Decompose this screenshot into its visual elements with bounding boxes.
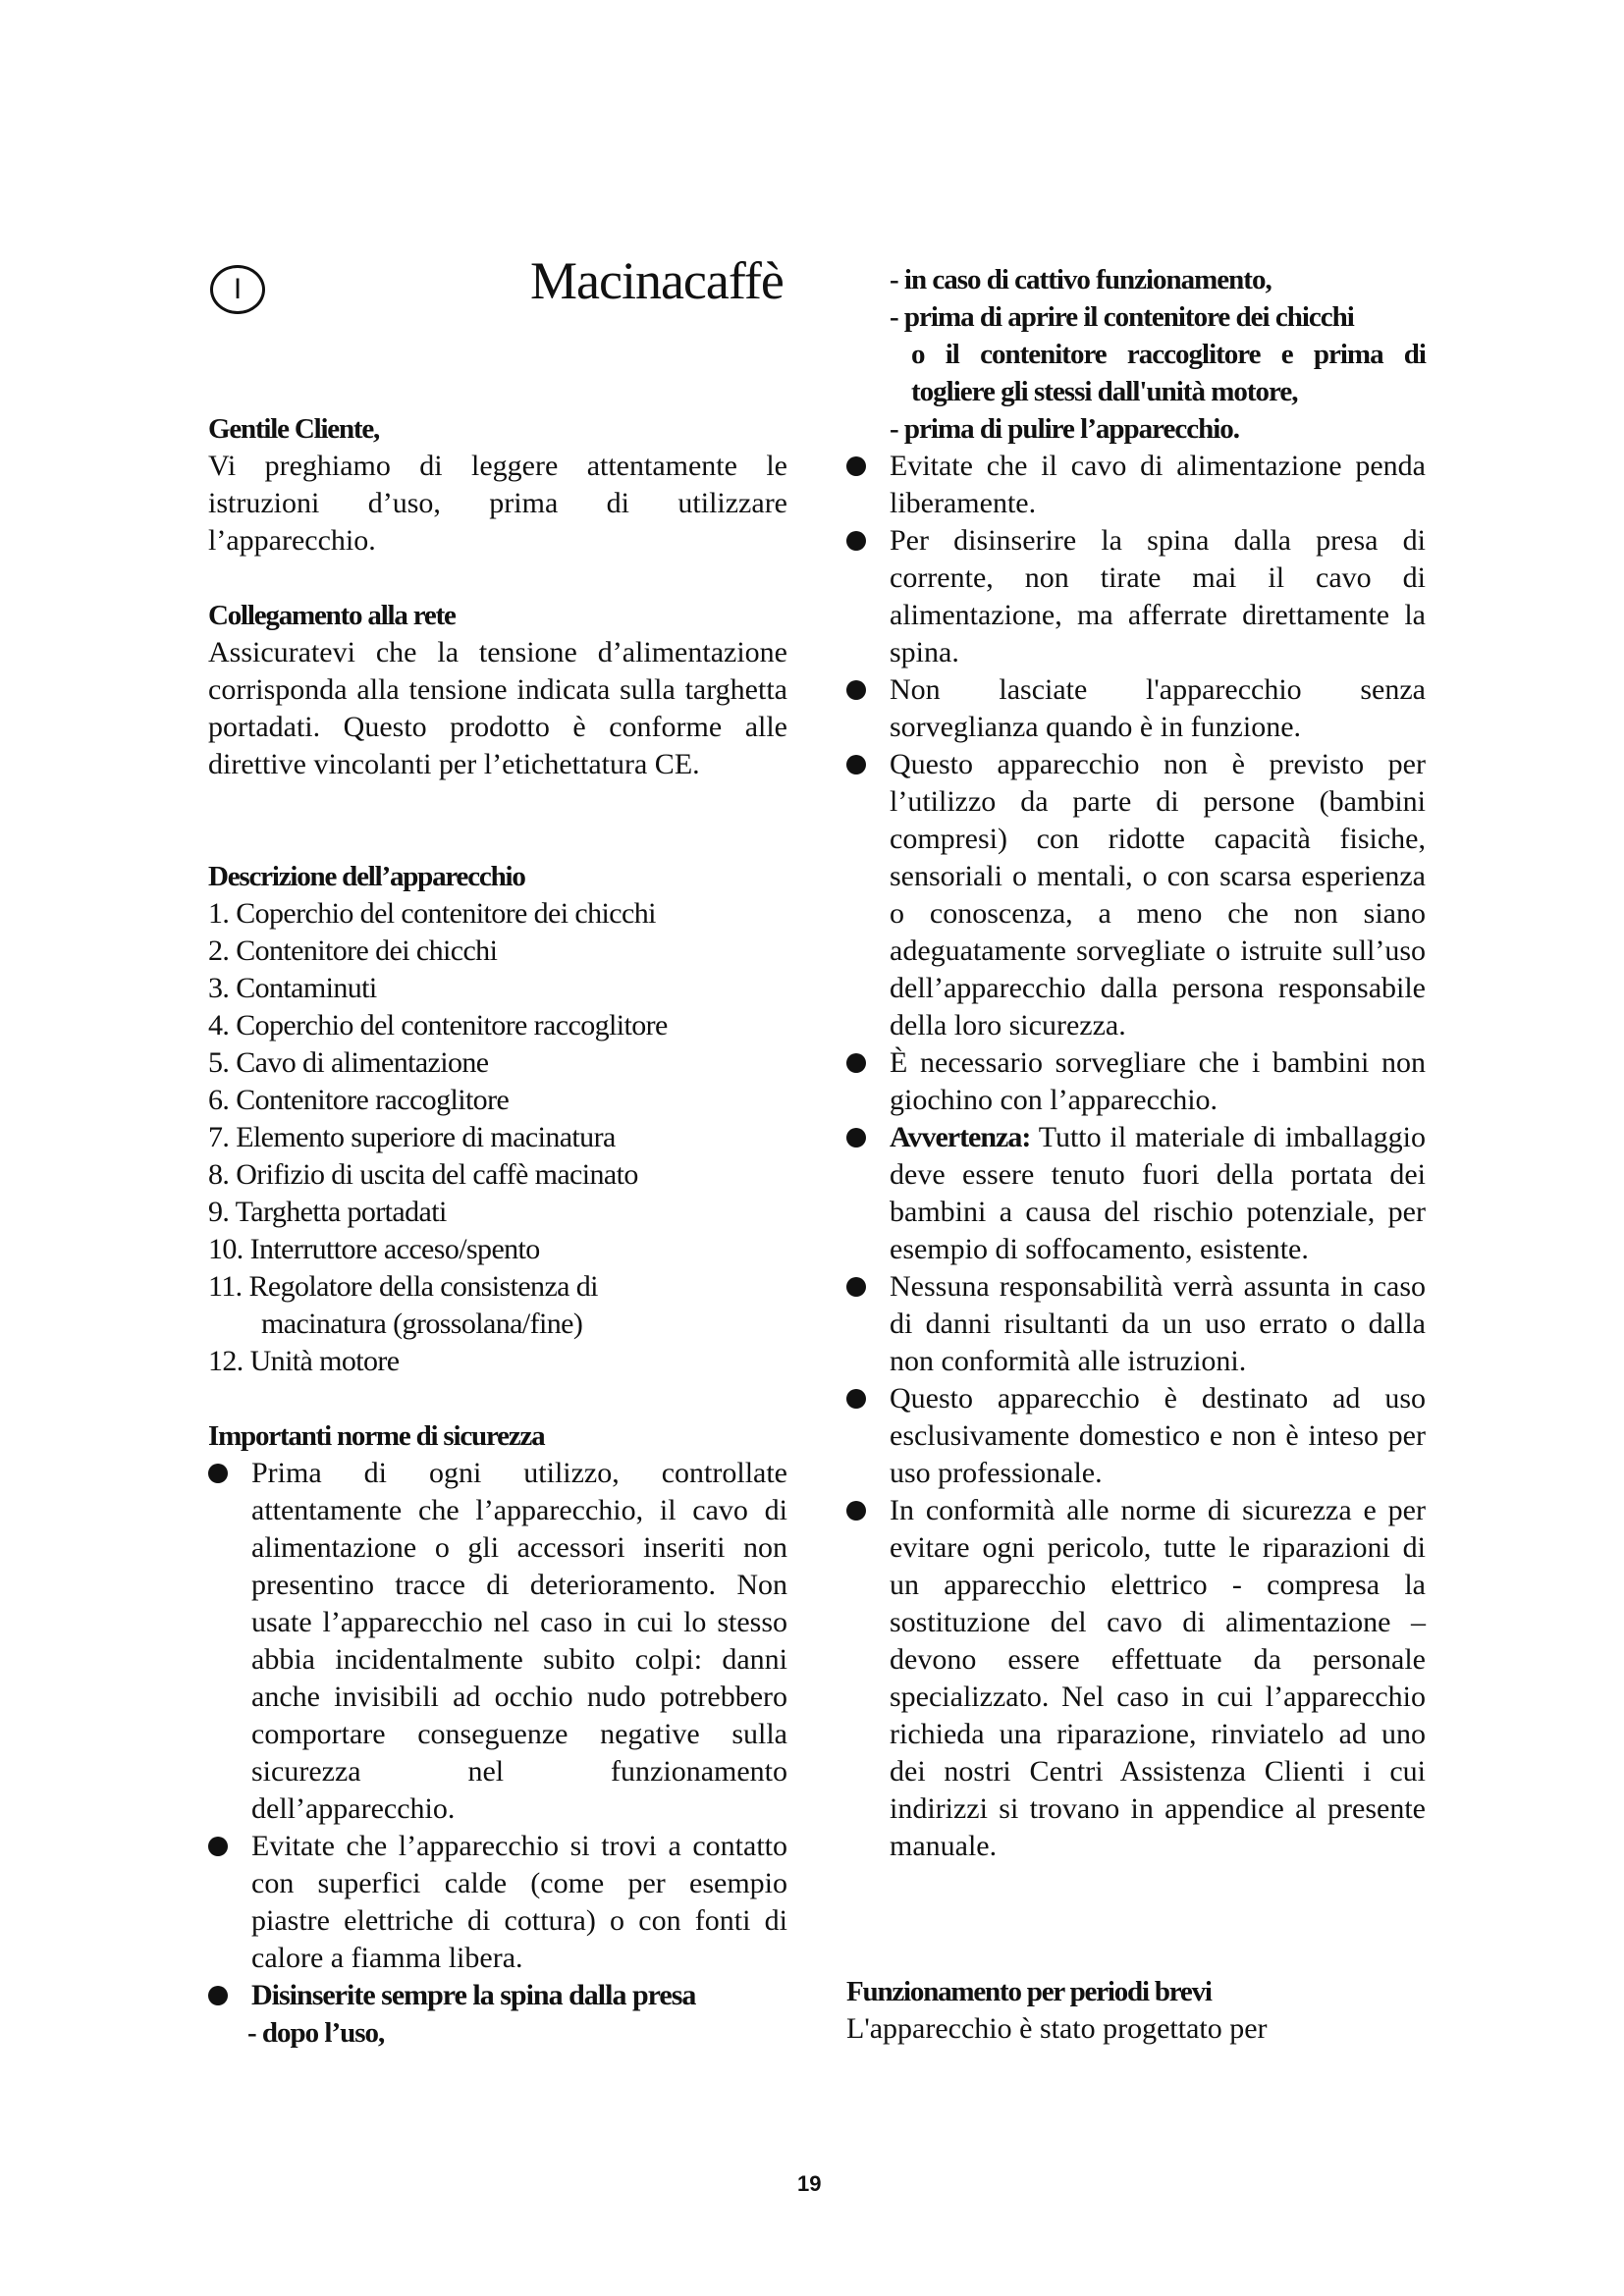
bullet-dot-icon (846, 1277, 866, 1297)
bullet-item: In conformità alle norme di sicurezza e per evitare ogni pericolo, tutte le riparazioni di un apparecchio elettrico - compresa la sostituzione del cavo di alimentazione – devono essere effettuate da personale specializzato. Nel caso in cui l’apparecchio richieda una riparazione, rinviatelo ad uno dei nostri Centri Assistenza Clienti i cui indirizzi si trovano in appendice al presente manuale. (846, 1492, 1426, 1865)
unplug-item: - prima di pulire l’apparecchio. (890, 413, 1240, 445)
bullet-dot-icon (846, 680, 866, 700)
warning-label: Avvertenza: (890, 1121, 1031, 1153)
list-item: 10. Interruttore acceso/spento (208, 1233, 540, 1265)
bullet-dot-icon (846, 456, 866, 476)
description-section (208, 858, 787, 1380)
bullet-item (208, 1977, 787, 2014)
safety-bullet-list-right (846, 448, 1426, 1865)
intro-heading: Gentile Cliente, (208, 413, 380, 445)
bullet-item-warning (846, 1119, 1426, 1268)
list-item: 6. Contenitore raccoglitore (208, 1084, 510, 1116)
safety-heading: Importanti norme di sicurezza (208, 1420, 545, 1452)
list-item: 5. Cavo di alimentazione (208, 1046, 489, 1079)
list-item: 3. Contaminuti (208, 972, 377, 1004)
connection-section (208, 597, 787, 783)
short-operation-section (846, 1973, 1426, 2048)
list-item-continuation: macinatura (grossolana/fine) (261, 1308, 583, 1340)
list-item: 8. Orifizio di uscita del caffè macinato (208, 1158, 638, 1191)
parts-list (208, 895, 787, 1380)
language-badge: I (210, 265, 265, 314)
short-operation-heading: Funzionamento per periodi brevi (846, 1976, 1212, 2007)
bullet-item: Non lasciate l'apparecchio senza sorveglianza quando è in funzione. (846, 671, 1426, 746)
list-item: 11. Regolatore della consistenza di (208, 1270, 598, 1303)
unplug-heading: Disinserite sempre la spina dalla presa (251, 1979, 696, 2011)
short-operation-text: L'apparecchio è stato progettato per (846, 2012, 1268, 2045)
bullet-item: Questo apparecchio non è previsto per l’utilizzo da parte di persone (bambini compresi) con ridotte capacità fisiche, sensoriali o mentali, o con scarsa esperienza o conoscenza, a meno che non siano adeguatamente sorvegliate o istruite sull’uso dell’apparecchio dalla persona responsabile della loro sicurezza. (846, 746, 1426, 1044)
bullet-dot-icon (846, 755, 866, 774)
bullet-item: È necessario sorvegliare che i bambini non giochino con l’apparecchio. (846, 1044, 1426, 1119)
unplug-item: - prima di aprire il contenitore dei chicchi (890, 301, 1354, 333)
list-item: 1. Coperchio del contenitore dei chicchi (208, 897, 656, 930)
unplug-item: - dopo l’uso, (247, 2017, 385, 2049)
unplug-item-continuation: o il contenitore raccoglitore e prima di togliere gli stessi dall'unità motore, (911, 339, 1426, 407)
safety-section-left (208, 1417, 787, 2052)
list-item: 2. Contenitore dei chicchi (208, 934, 498, 967)
bullet-item: Nessuna responsabilità verrà assunta in caso di danni risultanti da un uso errato o dalla non conformità alle istruzioni. (846, 1268, 1426, 1380)
bullet-item: Questo apparecchio è destinato ad uso esclusivamente domestico e non è inteso per uso professionale. (846, 1380, 1426, 1492)
intro-section (208, 410, 787, 560)
bullet-dot-icon (846, 1128, 866, 1148)
page-title: Macinacaffè (530, 251, 784, 310)
list-item: 12. Unità motore (208, 1345, 400, 1377)
bullet-dot-icon (208, 1986, 228, 2005)
bullet-item: Evitate che il cavo di alimentazione penda liberamente. (846, 448, 1426, 522)
bullet-dot-icon (208, 1464, 228, 1483)
intro-text: Vi preghiamo di leggere attentamente le istruzioni d’uso, prima di utilizzare l’apparecchio. (208, 450, 787, 557)
bullet-dot-icon (846, 531, 866, 551)
bullet-dot-icon (846, 1053, 866, 1073)
safety-bullet-list (208, 1455, 787, 2014)
description-heading: Descrizione dell’apparecchio (208, 861, 525, 892)
list-item: 9. Targhetta portadati (208, 1196, 447, 1228)
bullet-dot-icon (208, 1837, 228, 1856)
list-item: 7. Elemento superiore di macinatura (208, 1121, 616, 1153)
list-item: 4. Coperchio del contenitore raccoglitore (208, 1009, 668, 1041)
bullet-item: Per disinserire la spina dalla presa di corrente, non tirate mai il cavo di alimentazione, ma afferrate direttamente la spina. (846, 522, 1426, 671)
bullet-item: Evitate che l’apparecchio si trovi a contatto con superfici calde (come per esempio piastre elettriche di cottura) o con fonti di calore a fiamma libera. (208, 1828, 787, 1977)
warning-text: Tutto il materiale di imballaggio deve essere tenuto fuori della portata dei bambini a causa del rischio potenziale, per esempio di soffocamento, esistente. (890, 1121, 1426, 1265)
bullet-item: Prima di ogni utilizzo, controllate attentamente che l’apparecchio, il cavo di alimentazione o gli accessori inseriti non presentino tracce di deterioramento. Non usate l’apparecchio nel caso in cui lo stesso abbia incidentalmente subito colpi: danni anche invisibili ad occhio nudo potrebbero comportare conseguenze negative sulla sicurezza nel funzionamento dell’apparecchio. (208, 1455, 787, 1828)
connection-heading: Collegamento alla rete (208, 600, 456, 631)
bullet-dot-icon (846, 1389, 866, 1409)
safety-section-right (846, 261, 1426, 1865)
unplug-item: - in caso di cattivo funzionamento, (890, 264, 1272, 295)
connection-text: Assicuratevi che la tensione d’alimentazione corrisponda alla tensione indicata sulla targhetta portadati. Questo prodotto è conforme alle direttive vincolanti per l’etichettatura CE. (208, 636, 787, 780)
bullet-dot-icon (846, 1501, 866, 1521)
page-number: 19 (797, 2171, 822, 2196)
